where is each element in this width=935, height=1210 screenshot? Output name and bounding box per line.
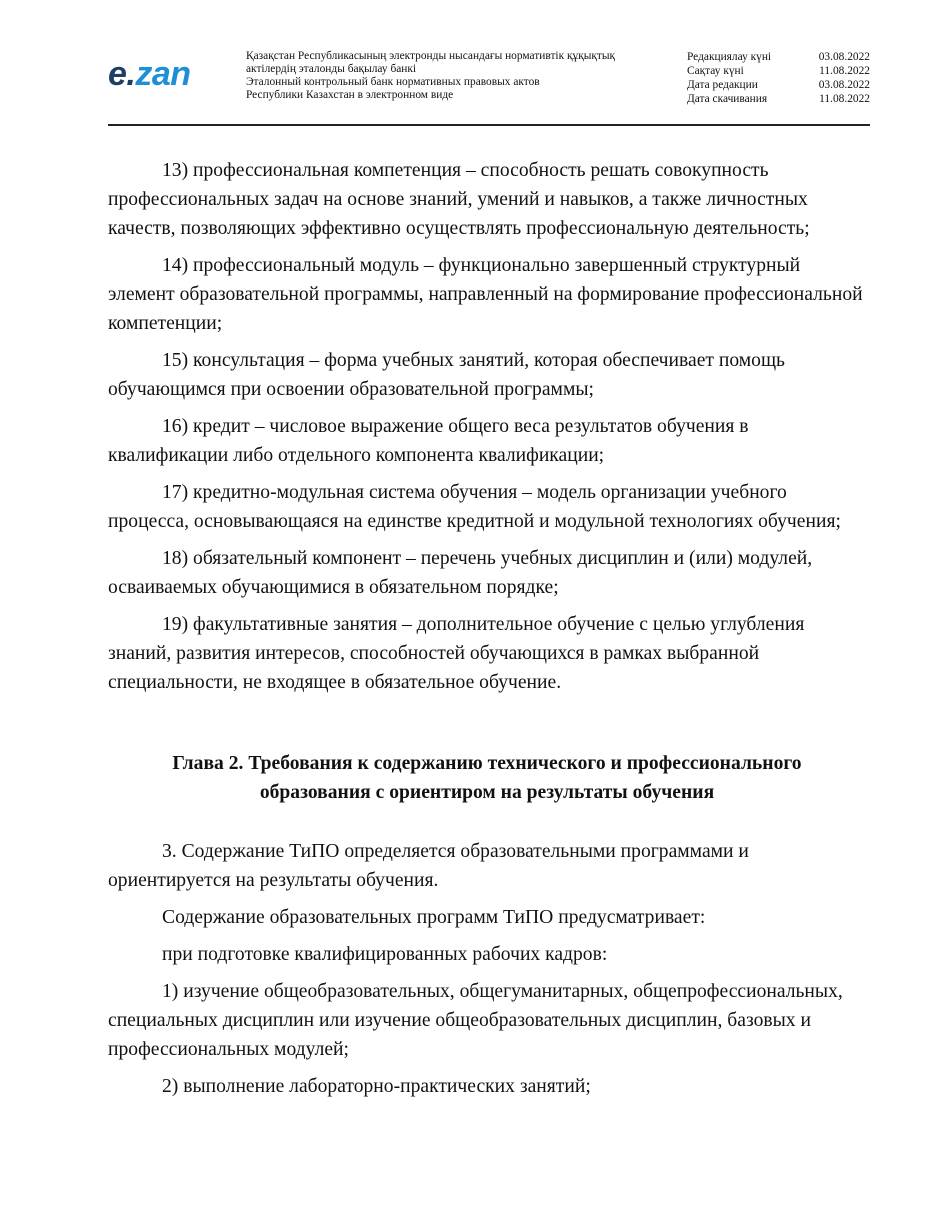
paragraph-3: 3. Содержание ТиПО определяется образовательными программами и ориентируется на результаты обучения. — [108, 841, 749, 891]
definition-18: 18) обязательный компонент – перечень учебных дисциплин и (или) модулей, осваиваемых обучающимися в обязательном порядке; — [108, 548, 813, 598]
date-row-edit-kz — [687, 50, 870, 64]
bank-title-line: актілердің эталонды бақылау банкі — [246, 63, 417, 75]
chapter-heading — [108, 749, 866, 807]
document-dates — [687, 50, 870, 106]
date-row-edit-ru — [687, 78, 870, 92]
document-header — [108, 46, 870, 126]
definition-14: 14) профессиональный модуль – функционально завершенный структурный элемент образовательной программы, направленный на формирование профессиональной компетенции; — [108, 255, 863, 334]
definition-17: 17) кредитно-модульная система обучения – модель организации учебного процесса, основывающаяся на единстве кредитной и модульной технологиях обучения; — [108, 482, 841, 532]
bank-title-line: Қазақстан Республикасының электронды нысандағы нормативтік құқықтық — [246, 50, 616, 62]
date-value: 03.08.2022 — [818, 51, 870, 63]
bank-title-line: Эталонный контрольный банк нормативных правовых актов — [246, 76, 540, 88]
header-divider — [108, 124, 870, 126]
date-label: Дата скачивания — [687, 93, 768, 105]
definition-16: 16) кредит – числовое выражение общего веса результатов обучения в квалификации либо отдельного компонента квалификации; — [108, 416, 749, 466]
date-value: 03.08.2022 — [818, 79, 870, 91]
definition-13: 13) профессиональная компетенция – способность решать совокупность профессиональных задач на основе знаний, умений и навыков, а также личностных качеств, позволяющих эффективно осуществлять профессиональную деятельность; — [108, 160, 810, 239]
date-row-download-ru — [687, 92, 870, 106]
definition-15: 15) консультация – форма учебных занятий, которая обеспечивает помощь обучающимся при освоении образовательной программы; — [108, 350, 785, 400]
list-item-1: 1) изучение общеобразовательных, общегуманитарных, общепрофессиональных, специальных дисциплин или изучение общеобразовательных дисциплин, базовых и профессиональных модулей; — [108, 981, 843, 1060]
date-label: Редакциялау күні — [687, 51, 772, 63]
date-row-save-kz — [687, 64, 870, 78]
document-body — [108, 156, 866, 1109]
paragraph-workers: при подготовке квалифицированных рабочих кадров: — [162, 944, 608, 965]
definition-19: 19) факультативные занятия – дополнительное обучение с целью углубления знаний, развития интересов, способностей обучающихся в рамках выбранной специальности, не входящее в обязательное обучение. — [108, 614, 805, 693]
chapter-heading-line: образования с ориентиром на результаты обучения — [259, 782, 715, 803]
chapter-heading-line: Глава 2. Требования к содержанию технического и профессионального — [172, 753, 802, 774]
date-label: Сақтау күні — [687, 65, 744, 77]
ezan-logo: e.zan — [108, 55, 191, 93]
date-label: Дата редакции — [687, 79, 758, 91]
bank-title-line: Республики Казахстан в электронном виде — [246, 89, 454, 101]
list-item-2: 2) выполнение лабораторно-практических занятий; — [162, 1076, 591, 1097]
date-value: 11.08.2022 — [819, 93, 870, 105]
date-value: 11.08.2022 — [819, 65, 870, 77]
bank-title — [246, 50, 666, 102]
paragraph-content-intro: Содержание образовательных программ ТиПО предусматривает: — [162, 907, 706, 928]
